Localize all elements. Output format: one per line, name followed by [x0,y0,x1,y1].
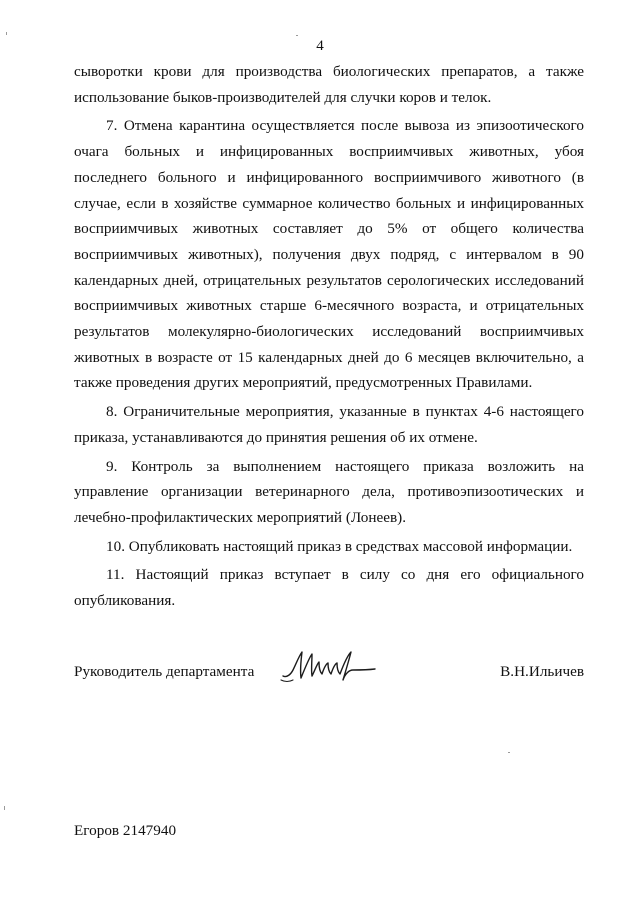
scan-artifact [296,35,298,36]
scan-artifact [508,752,510,753]
paragraph-continuation: сыворотки крови для производства биологических препаратов, а также использование быков-производителей для случки коров и телок. [74,63,584,106]
paragraph-9: 9. Контроль за выполнением настоящего приказа возложить на управление организации ветеринарного дела, противоэпизоотических и лечебно-профилактических мероприятий (Лонеев). [74,457,584,526]
handwritten-signature [279,646,379,690]
executor-info: Егоров 2147940 [74,822,177,839]
signatory-title: Руководитель департамента [74,663,255,680]
paragraph-7: 7. Отмена карантина осуществляется после вывоза из эпизоотического очага больных и инфицированных восприимчивых животных, убоя последнего больного и инфицированного восприимчивого животного (в случае, если в хозяйстве суммарное количество больных и инфицированных восприимчивых животных составляет до 5% от общего количества восприимчивых животных), получения двух подряд, с интервалом в 90 календарных дней, отрицательных результатов серологических исследований восприимчивых животных старше 6-месячного возраста, и отрицательных результатов молекулярно-биологических исследований восприимчивых животных в возрасте от 15 календарных дней до 6 месяцев включительно, а также проведения других мероприятий, предусмотренных Правилами. [74,117,584,392]
paragraph-10: 10. Опубликовать настоящий приказ в средствах массовой информации. [106,537,573,555]
signatory-name: В.Н.Ильичев [500,663,584,680]
document-body [74,59,584,614]
paragraph-8: 8. Ограничительные мероприятия, указанные в пунктах 4-6 настоящего приказа, устанавливаются до принятия решения об их отмене. [74,403,584,446]
scan-artifact [4,806,5,810]
paragraph-11: 11. Настоящий приказ вступает в силу со дня его официального опубликования. [74,566,584,610]
signature-block [74,660,584,700]
page-number: 4 [316,38,324,54]
scan-artifact [6,32,7,35]
